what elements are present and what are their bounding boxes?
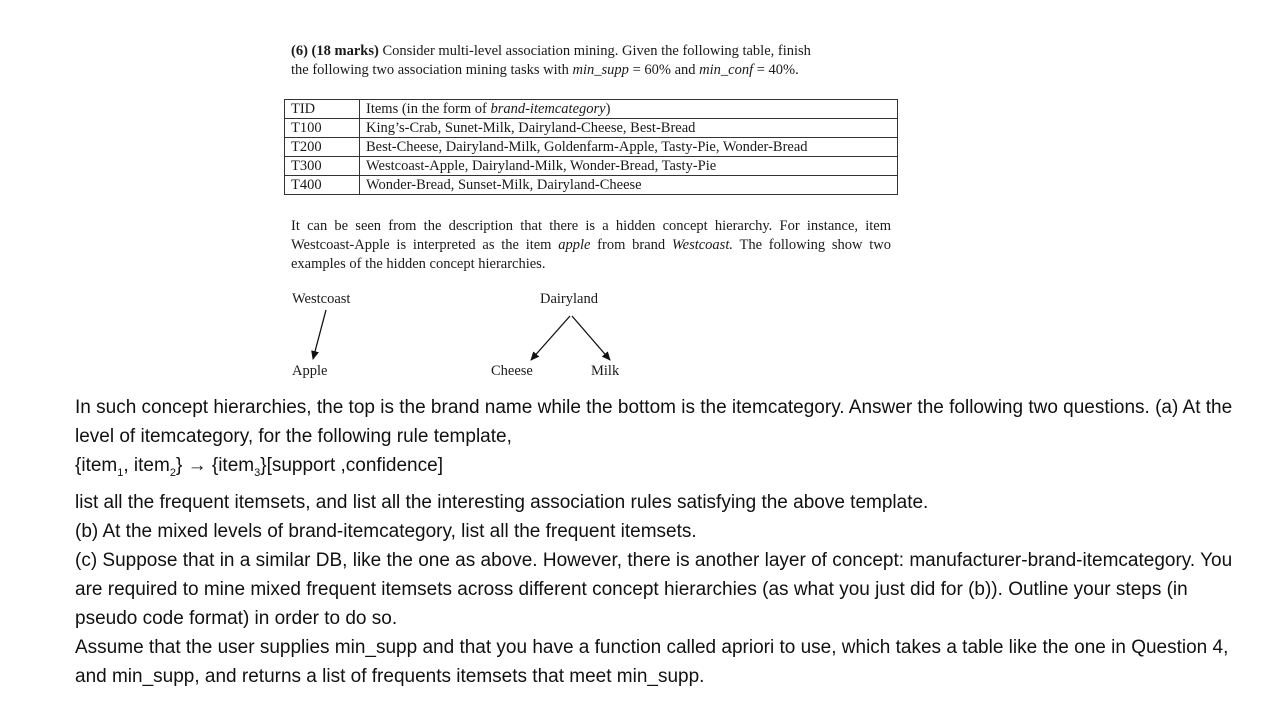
table-row [285, 119, 898, 138]
part-c: (c) Suppose that in a similar DB, like the one as above. However, there is another layer of concept: manufacturer-brand-itemcategory. You are required to mine mixed frequent itemsets across different concept hierarchies (as what you just did for (b)). Outline your steps (in pseudo code format) in order to do so. [75, 549, 1233, 629]
part-b: (b) At the mixed levels of brand-itemcategory, list all the frequent itemsets. [75, 520, 697, 542]
table-row [285, 176, 898, 195]
node-cheese: Cheese [491, 363, 533, 379]
node-westcoast: Westcoast [292, 291, 351, 307]
question-marks: (18 marks) [311, 43, 379, 59]
apple-emphasis: apple [558, 237, 591, 253]
dairyland-milk-edge [572, 316, 610, 360]
items-cell: Westcoast-Apple, Dairyland-Milk, Wonder-Bread, Tasty-Pie [360, 157, 898, 176]
min-supp-label: min_supp [572, 62, 629, 78]
part-a-instruction: list all the frequent itemsets, and list all the interesting association rules satisfying the above template. [75, 491, 929, 513]
items-cell: Wonder-Bread, Sunset-Milk, Dairyland-Cheese [360, 176, 898, 195]
node-apple: Apple [292, 363, 328, 379]
hierarchy-description: It can be seen from the description that there is a hidden concept hierarchy. For instance, item Westcoast-Apple is interpreted as the item apple from brand Westcoast. The following show two examples of the hidden concept hierarchies. [291, 218, 892, 272]
transaction-table [284, 99, 898, 195]
table-row [285, 138, 898, 157]
westcoast-apple-edge [313, 310, 326, 359]
question-line1: Consider multi-level association mining. Given the following table, finish [378, 43, 811, 59]
question-line2: the following two association mining tasks with [291, 62, 573, 78]
assumption-paragraph: Assume that the user supplies min_supp and that you have a function called apriori to use, which takes a table like the one in Question 4, and min_supp, and returns a list of frequents itemsets that meet min_supp. [75, 636, 1229, 687]
header-items: Items (in the form of brand-itemcategory) [360, 100, 898, 119]
question-header [291, 42, 891, 80]
min-conf-value: = 40%. [753, 62, 799, 78]
tid-cell: T200 [285, 138, 360, 157]
tid-cell: T400 [285, 176, 360, 195]
question-number: (6) [291, 43, 308, 59]
node-dairyland: Dairyland [540, 291, 598, 307]
header-tid: TID [285, 100, 360, 119]
min-conf-label: min_conf [699, 62, 754, 78]
tid-cell: T100 [285, 119, 360, 138]
intro-paragraph: In such concept hierarchies, the top is the brand name while the bottom is the itemcategory. Answer the following two questions. (a) At the level of itemcategory, for the following rule template, [75, 397, 1233, 447]
table-header-row [285, 100, 898, 119]
node-milk: Milk [591, 363, 620, 379]
tid-cell: T300 [285, 157, 360, 176]
dairyland-cheese-edge [531, 316, 570, 360]
rule-template: {item$_1$, item$_2$} → {item$_3$}[support ,confidence] [75, 455, 443, 479]
question-body [75, 393, 1245, 691]
westcoast-emphasis: Westcoast. [671, 237, 733, 253]
items-cell: Best-Cheese, Dairyland-Milk, Goldenfarm-Apple, Tasty-Pie, Wonder-Bread [360, 138, 898, 157]
items-cell: King’s-Crab, Sunet-Milk, Dairyland-Cheese, Best-Bread [360, 119, 898, 138]
min-supp-value: = 60% and [628, 62, 700, 78]
table-row [285, 157, 898, 176]
